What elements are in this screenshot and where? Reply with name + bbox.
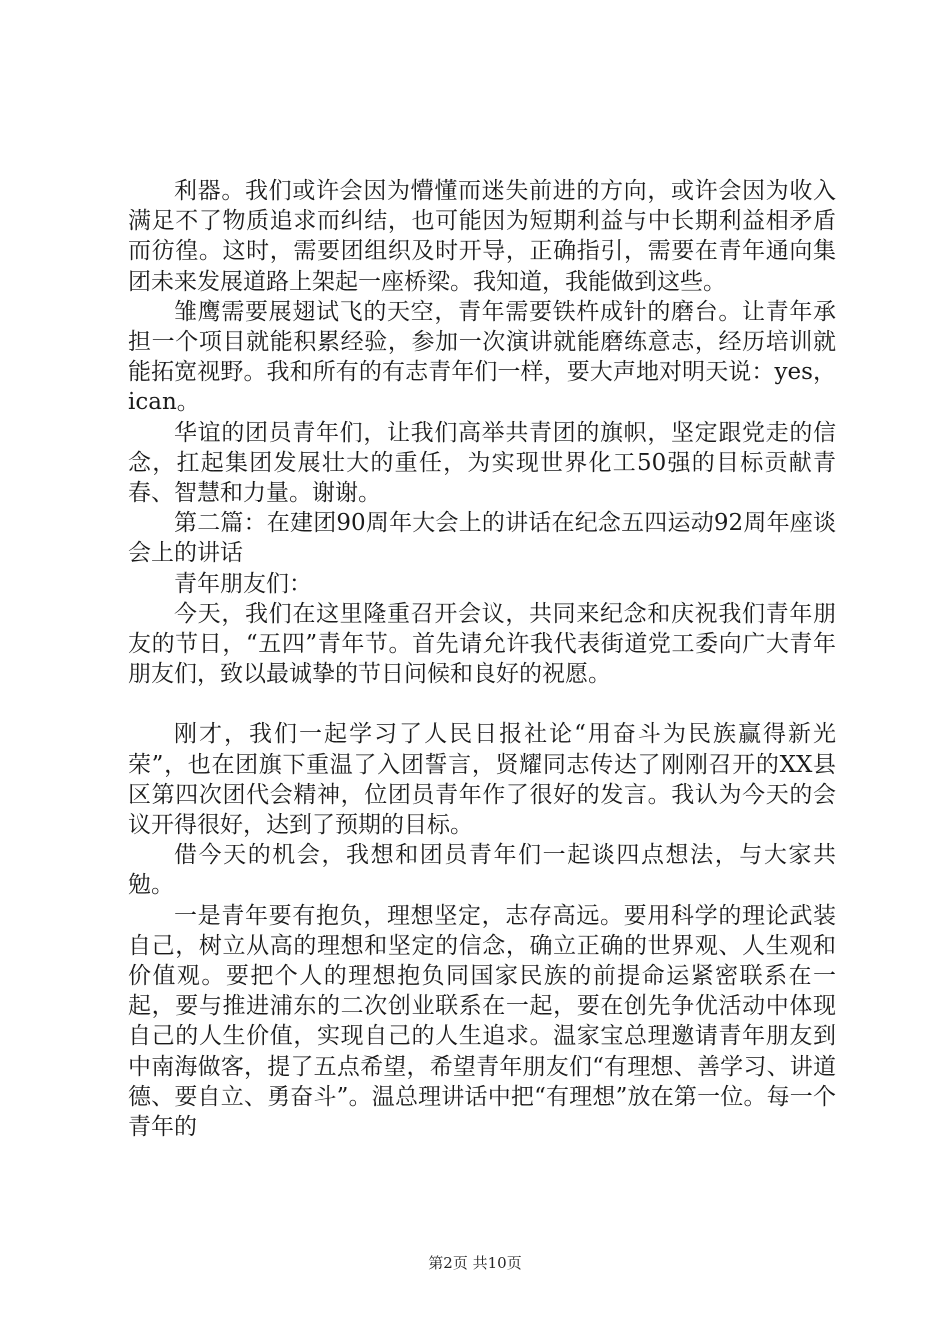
paragraph-1: 利器。我们或许会因为懵懂而迷失前进的方向，或许会因为收入满足不了物质追求而纠结，也可能因为短期利益与中长期利益相矛盾而彷徨。这时，需要团组织及时开导，正确指引，需要在青年通向集团未来发展道路上架起一座桥梁。我知道，我能做到这些。 xyxy=(128,178,836,295)
page-number-footer: 第2页 共10页 xyxy=(428,1254,522,1272)
paragraph-8: 借今天的机会，我想和团员青年们一起谈四点想法，与大家共勉。 xyxy=(128,842,836,899)
document-body xyxy=(128,176,836,1142)
paragraph-9: 一是青年要有抱负，理想坚定，志存高远。要用科学的理论武装自己，树立从高的理想和坚定的信念，确立正确的世界观、人生观和价值观。要把个人的理想抱负同国家民族的前提命运紧密联系在一起，要与推进浦东的二次创业联系在一起，要在创先争优活动中体现自己的人生价值，实现自己的人生追求。温家宝总理邀请青年朋友到中南海做客，提了五点希望，希望青年朋友们“有理想、善学习、讲道德、要自立、勇奋斗”。温总理讲话中把“有理想”放在第一位。每一个青年的 xyxy=(128,902,836,1141)
paragraph-3: 华谊的团员青年们，让我们高举共青团的旗帜，坚定跟党走的信念，扛起集团发展壮大的重任，为实现世界化工50强的目标贡献青春、智慧和力量。谢谢。 xyxy=(128,419,836,507)
paragraph-7: 刚才，我们一起学习了人民日报社论“用奋斗为民族赢得新光荣”，也在团旗下重温了入团誓言，贤耀同志传达了刚刚召开的XX县区第四次团代会精神，位团员青年作了很好的发言。我认为今天的会议开得很好，达到了预期的目标。 xyxy=(128,721,836,839)
section-heading: 第二篇：在建团90周年大会上的讲话在纪念五四运动92周年座谈会上的讲话 xyxy=(128,510,836,567)
paragraph-2: 雏鹰需要展翅试飞的天空，青年需要铁杵成针的磨台。让青年承担一个项目就能积累经验，参加一次演讲就能磨练意志，经历培训就能拓宽视野。我和所有的有志青年们一样，要大声地对明天说：yes，ican。 xyxy=(128,298,836,416)
salutation: 青年朋友们： xyxy=(174,570,312,597)
paragraph-6: 今天，我们在这里隆重召开会议，共同来纪念和庆祝我们青年朋友的节日，“五四”青年节。首先请允许我代表街道党工委向广大青年朋友们，致以最诚挚的节日问候和良好的祝愿。 xyxy=(128,600,836,688)
